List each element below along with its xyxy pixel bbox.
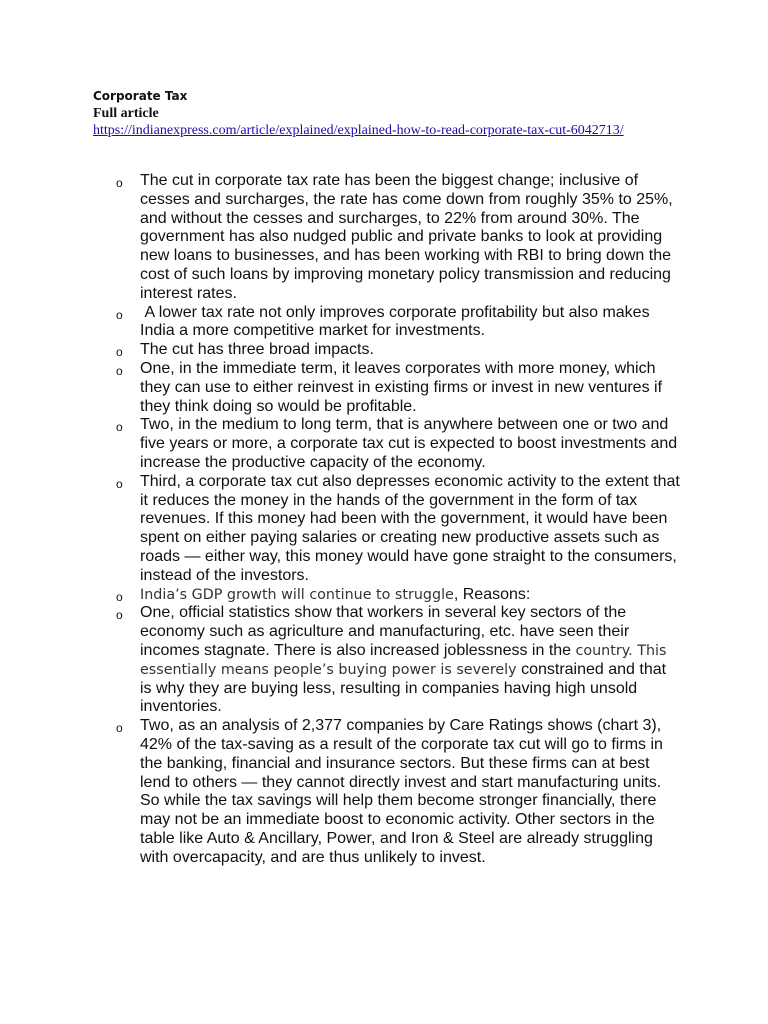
- bullet-text: One, official statistics show that workers in several key sectors of the economy such as agriculture and manufacturing, etc. have seen their incomes stagnate. There is also increased joblessness in the: [140, 604, 630, 659]
- list-item: [0, 416, 682, 472]
- bullet-circle-icon: o: [116, 420, 123, 435]
- bullet-text: constrained and that is why they are buying less, resulting in companies having high unsold inventories.: [140, 660, 667, 716]
- page-title: Corporate Tax: [93, 89, 188, 103]
- bullet-circle-icon: o: [116, 721, 123, 736]
- bullet-text: Third, a corporate tax cut also depresses economic activity to the extent that it reduces the money in the hands of the government in the form of tax revenues. If this money had been with the government, it would have been spent on either paying salaries or creating new productive assets such as roads — either way, this money would have gone straight to the consumers, instead of the investors.: [140, 472, 680, 584]
- bullet-text: The cut in corporate tax rate has been the biggest change; inclusive of cesses and surcharges, the rate has come down from roughly 35% to 25%, and without the cesses and surcharges, to 22% from around 30%. The government has also nudged public and private banks to look at providing new loans to businesses, and has been working with RBI to bring down the cost of such loans by improving monetary policy transmission and reducing interest rates.: [140, 172, 673, 302]
- bullet-circle-icon: o: [116, 589, 123, 604]
- article-link[interactable]: https://indianexpress.com/article/explained/explained-how-to-read-corporate-tax-cut-6042713/: [93, 123, 624, 138]
- list-item: [0, 360, 682, 416]
- bullet-text: Two, as an analysis of 2,377 companies by Care Ratings shows (chart 3), 42% of the tax-saving as a result of the corporate tax cut will go to firms in the banking, financial and insurance sectors. But these firms can at best lend to others — they cannot directly invest and start manufacturing units. So while the tax savings will help them become stronger financially, there may not be an immediate boost to economic activity. Other sectors in the table like Auto & Ancillary, Power, and Iron & Steel are already struggling with overcapacity, and are thus unlikely to invest.: [140, 717, 663, 866]
- bullet-text: Two, in the medium to long term, that is anywhere between one or two and five years or more, a corporate tax cut is expected to boost investments and increase the productive capacity of the economy.: [140, 416, 678, 471]
- bullet-text: One, in the immediate term, it leaves corporates with more money, which they can use to either reinvest in existing firms or invest in new ventures if they think doing so would be profitable.: [140, 359, 663, 415]
- bullet-circle-icon: o: [116, 307, 123, 322]
- list-item: [0, 604, 682, 717]
- bullet-circle-icon: o: [116, 476, 123, 491]
- bullet-text-soft: India’s GDP growth will continue to struggle: [140, 586, 454, 603]
- list-item: [0, 341, 682, 360]
- bullet-text: The cut has three broad impacts.: [140, 341, 374, 359]
- bullet-circle-icon: o: [116, 345, 123, 360]
- list-item: [0, 717, 682, 867]
- bullet-text: A lower tax rate not only improves corporate profitability but also makes India a more competitive market for investments.: [140, 303, 655, 340]
- list-item: [0, 304, 682, 342]
- list-item: [0, 172, 682, 304]
- bullet-list: [0, 172, 768, 867]
- bullet-text: , Reasons:: [453, 585, 531, 603]
- list-item: [0, 473, 682, 586]
- bullet-circle-icon: o: [116, 363, 123, 378]
- bullet-circle-icon: o: [116, 608, 123, 623]
- list-item: [0, 586, 682, 605]
- subtitle: Full article: [93, 106, 159, 121]
- bullet-text-soft: country. This essentially means people’s buying power is severely: [140, 642, 667, 678]
- bullet-circle-icon: o: [116, 176, 123, 190]
